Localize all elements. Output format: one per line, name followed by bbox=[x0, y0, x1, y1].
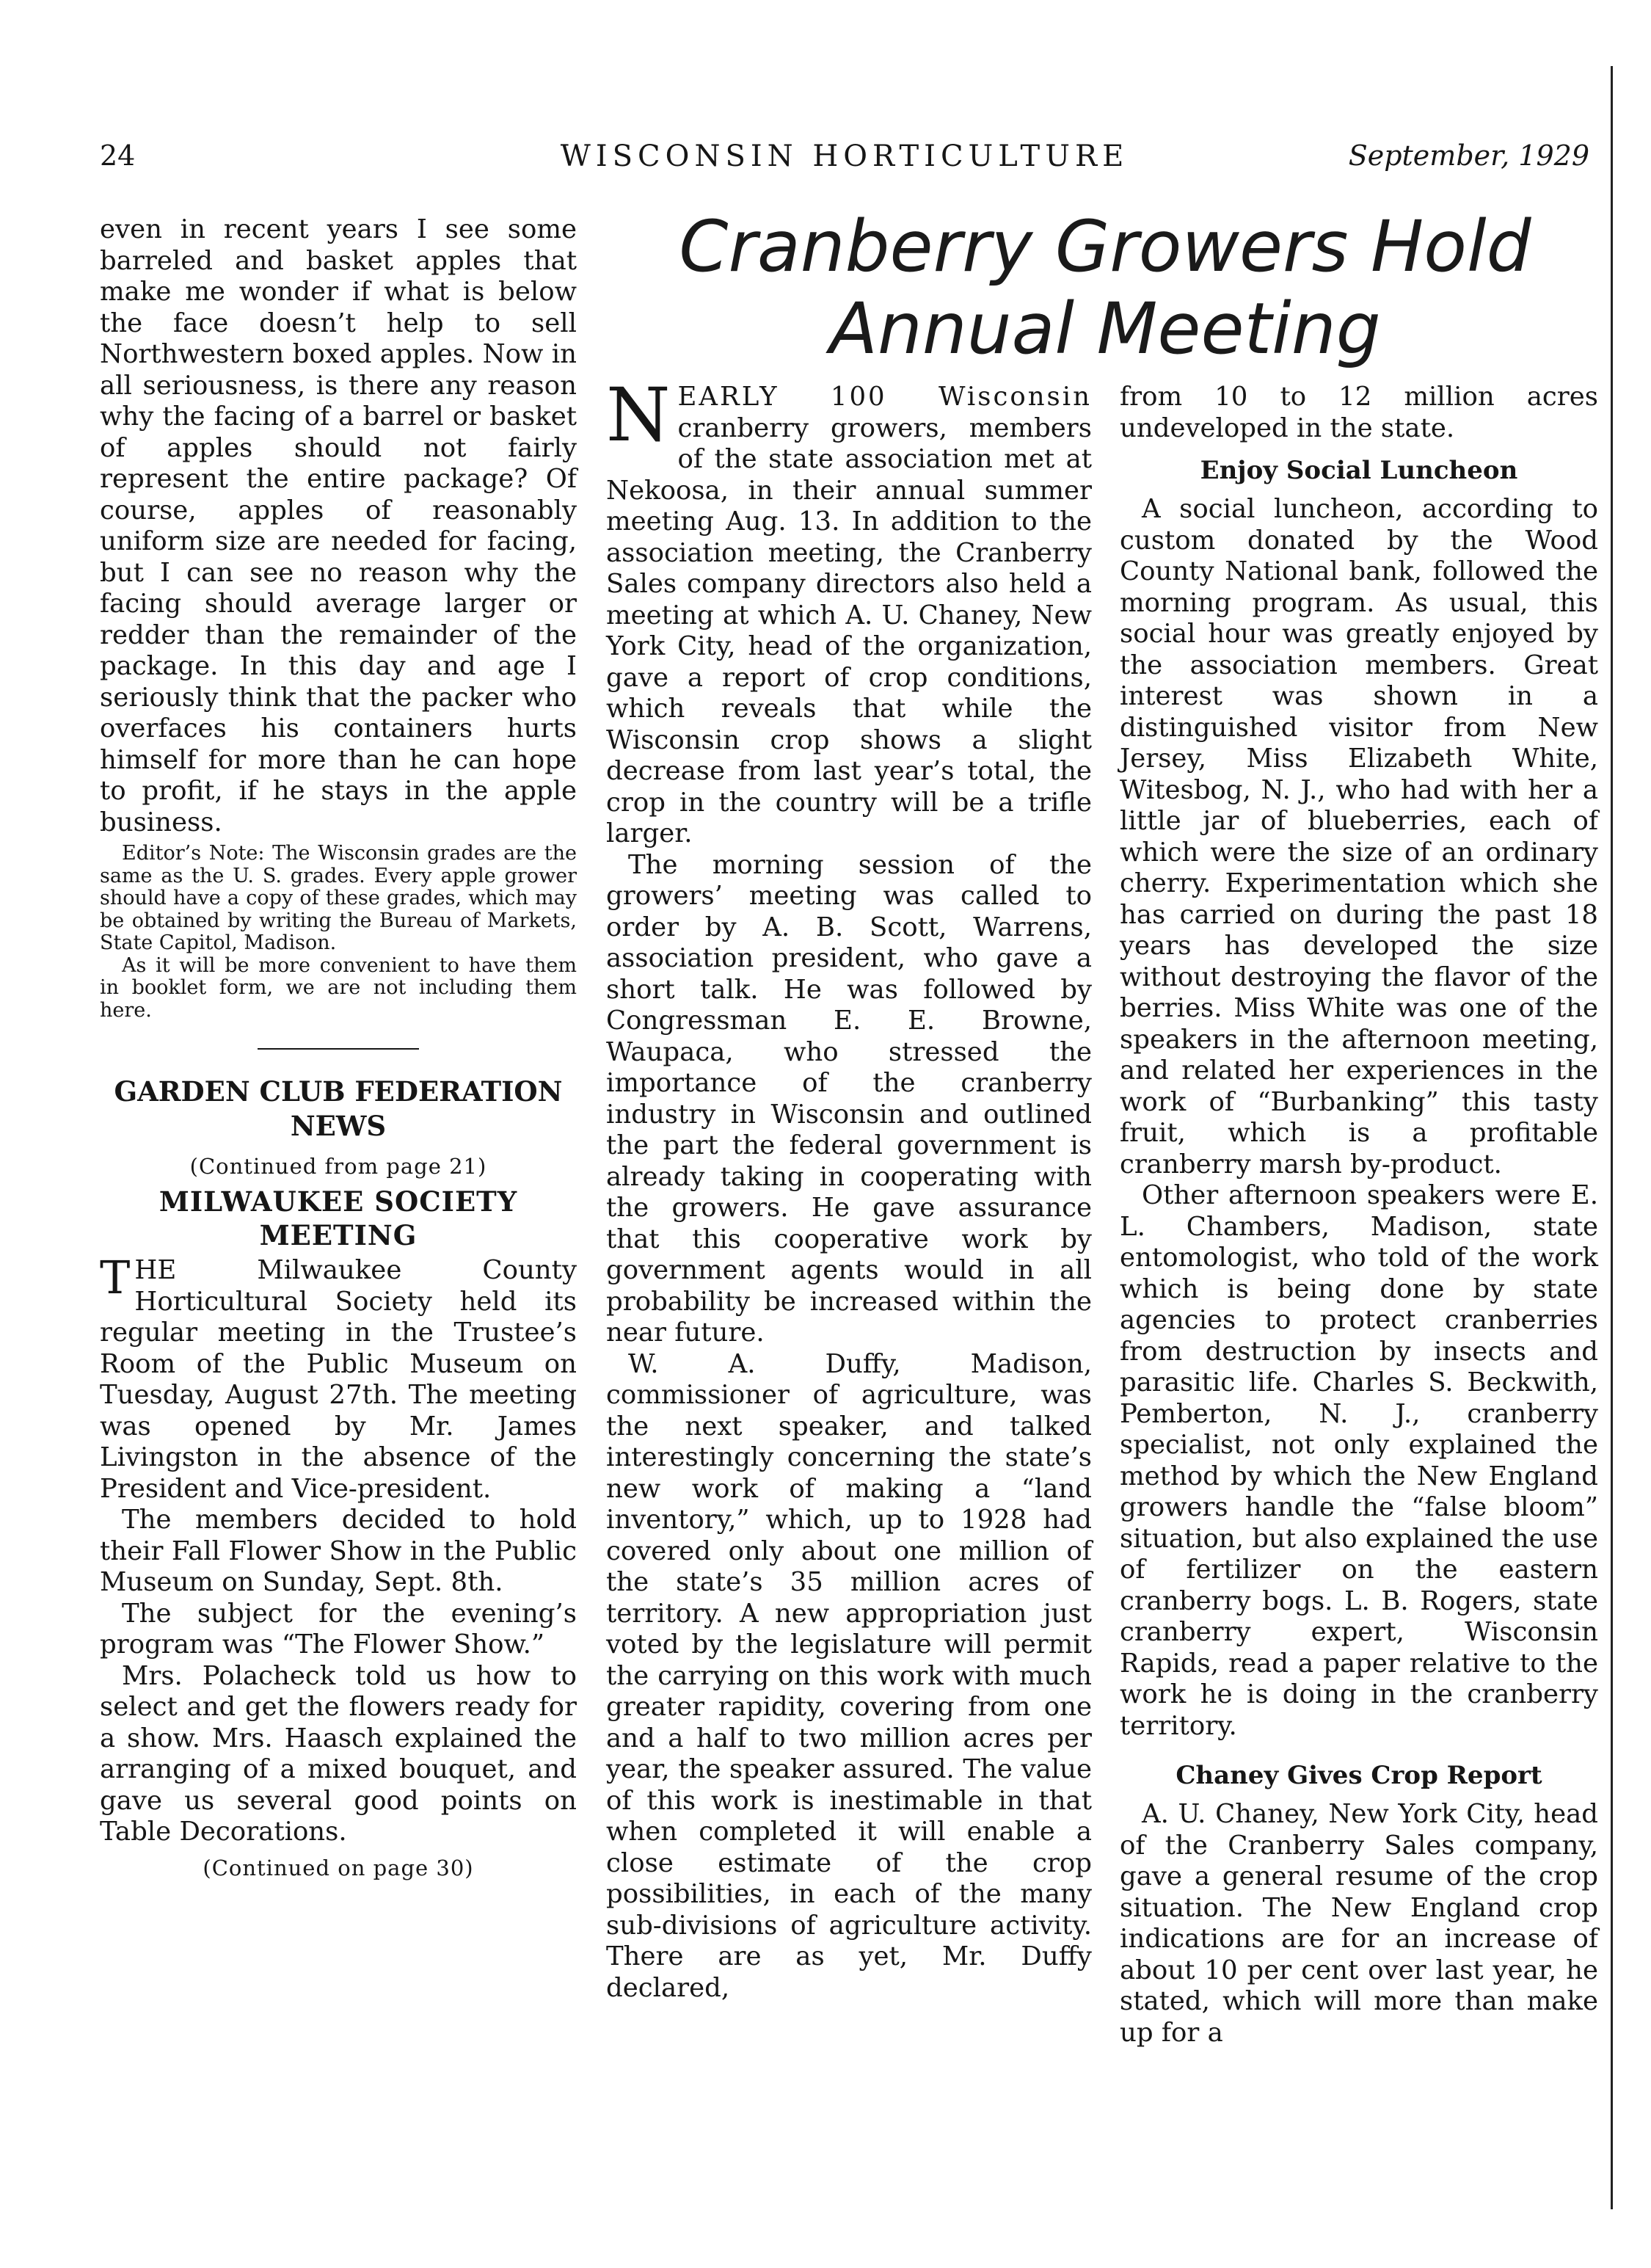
page-header bbox=[100, 139, 1589, 191]
heading-social-luncheon: Enjoy Social Luncheon bbox=[1200, 456, 1518, 485]
drop-cap-n: N bbox=[606, 372, 671, 458]
section-heading-garden-club: GARDEN CLUB FEDERATION NEWS bbox=[114, 1075, 563, 1142]
cranberry-paragraph-2: The morning session of the growers’ meeting was called to order by A. B. Scott, Warrens, association president, who gave a short talk. He was followed by Congressman E. E. Browne, Waupaca, who stressed the importance of the cranberry industry in Wisconsin and outlined the part the federal government is already taking in cooperating with the growers. He gave assurance that this cooperative work by government agents would in all probability be increased within the near future. bbox=[606, 849, 1092, 1348]
article-title bbox=[613, 206, 1597, 370]
article-title-line-1: Cranberry Growers Hold bbox=[679, 206, 1531, 288]
subheading-milwaukee-society: MILWAUKEE SOCIETY MEETING bbox=[158, 1185, 518, 1251]
middle-column bbox=[606, 372, 1092, 2004]
page-edge-rule bbox=[1611, 66, 1613, 2209]
article-title-line-2: Annual Meeting bbox=[829, 288, 1381, 370]
section-divider bbox=[258, 1048, 419, 1050]
journal-title: WISCONSIN HORTICULTURE bbox=[560, 139, 1129, 173]
cranberry-paragraph-1-text: cranberry growers, members of the state association met at Nekoosa, in their annual summer meeting Aug. 13. In addition to the association meeting, the Cranberry Sales company directors also held a meeting at which A. U. Chaney, New York City, head of the organization, gave a report of crop conditions, which reveals that while the Wisconsin crop shows a slight decrease from last year’s total, the crop in the country will be a trifle larger. bbox=[606, 412, 1092, 848]
right-column bbox=[1120, 382, 1598, 2049]
drop-cap-t: T bbox=[100, 1251, 131, 1304]
editors-note: Editor’s Note: The Wisconsin grades are the same as the U. S. grades. Every apple grower should have a copy of these grades, which may be obtained by writing the Bureau of Markets, State Capitol, Madison. bbox=[100, 842, 577, 954]
issue-date: September, 1929 bbox=[1348, 139, 1589, 172]
cranberry-paragraph-3-continued: from 10 to 12 million acres undeveloped in the state. bbox=[1120, 382, 1598, 443]
crop-report-paragraph: A. U. Chaney, New York City, head of the Cranberry Sales company, gave a general resume of the crop situation. The New England crop indications are for an increase of about 10 per cent over last year, he stated, which will more than make up for a bbox=[1120, 1799, 1598, 2048]
milwaukee-paragraph-2: The members decided to hold their Fall Flower Show in the Public Museum on Sunday, Sept. 8th. bbox=[100, 1505, 577, 1597]
continued-from-note: (Continued from page 21) bbox=[189, 1154, 487, 1179]
apple-facing-text: even in recent years I see some barreled and basket apples that make me wonder if what is below the face doesn’t help to sell Northwestern boxed apples. Now in all seriousness, is there any reason why the facing of a barrel or basket of apples should not fairly represent the entire package? Of course, apples of reasonably uniform size are needed for facing, but I can see no reason why the facing should average larger or redder than the remainder of the package. In this day and age I seriously think that the packer who overfaces his containers hurts himself for more than he can hope to profit, if he stays in the apple business. bbox=[100, 214, 577, 837]
left-column bbox=[100, 214, 577, 1886]
milwaukee-paragraph-1-text: HE Milwaukee County Horticultural Society held its regular meeting in the Trustee’s Room of the Public Museum on Tuesday, August 27th. The meeting was opened by Mr. James Livingston in the absence of the President and Vice-president. bbox=[100, 1255, 577, 1504]
milwaukee-paragraph-4: Mrs. Polacheck told us how to select and get the flowers ready for a show. Mrs. Haasch explained the arranging of a mixed bouquet, and gave us several good points on Table Decorations. bbox=[100, 1660, 577, 1847]
continued-on-note: (Continued on page 30) bbox=[203, 1855, 474, 1880]
cranberry-paragraph-3: W. A. Duffy, Madison, commissioner of agriculture, was the next speaker, and talked interestingly concerning the state’s new work of making a “land inventory,” which, up to 1928 had covered only about one million of the state’s 35 million acres of territory. A new appropriation just voted by the legislature will permit the carrying on this work with much greater rapidity, covering from one and a half to two million acres per year, the speaker assured. The value of this work is inestimable in that when completed it will enable a close estimate of the crop possibilities, in each of the many sub-divisions of agriculture activity. There are as yet, Mr. Duffy declared, bbox=[606, 1348, 1092, 2003]
editors-note-continued: As it will be more convenient to have them in booklet form, we are not including them here. bbox=[100, 953, 577, 1022]
heading-crop-report: Chaney Gives Crop Report bbox=[1176, 1761, 1542, 1790]
cranberry-paragraph-1 bbox=[606, 372, 1092, 850]
milwaukee-paragraph-1 bbox=[100, 1251, 577, 1505]
luncheon-paragraph: A social luncheon, according to custom donated by the Wood County National bank, followed the morning program. As usual, this social hour was greatly enjoyed by the association members. Great interest was shown in a distinguished visitor from New Jersey, Miss Elizabeth White, Witesbog, N. J., who had with her a little jar of blueberries, each of which were the size of an ordinary cherry. Experimentation which she has carried on during the past 18 years has developed the size without destroying the flavor of the berries. Miss White was one of the speakers in the afternoon meeting, and related her experiences in the work of “Burbanking” this tasty fruit, which is a profitable cranberry marsh by-product. bbox=[1120, 494, 1598, 1180]
afternoon-speakers-paragraph: Other afternoon speakers were E. L. Chambers, Madison, state entomologist, who told of the work which is being done by state agencies to protect cranberries from destruction by insects and parasitic life. Charles S. Beckwith, Pemberton, N. J., cranberry specialist, not only explained the method by which the New England growers handle the “false bloom” situation, but also explained the use of fertilizer on the eastern cranberry bogs. L. B. Rogers, state cranberry expert, Wisconsin Rapids, read a paper relative to the work he is doing in the cranberry territory. bbox=[1120, 1180, 1598, 1741]
page-number: 24 bbox=[100, 139, 136, 172]
lead-in: EARLY 100 Wisconsin bbox=[677, 382, 1092, 412]
milwaukee-paragraph-3: The subject for the evening’s program was “The Flower Show.” bbox=[100, 1598, 577, 1660]
